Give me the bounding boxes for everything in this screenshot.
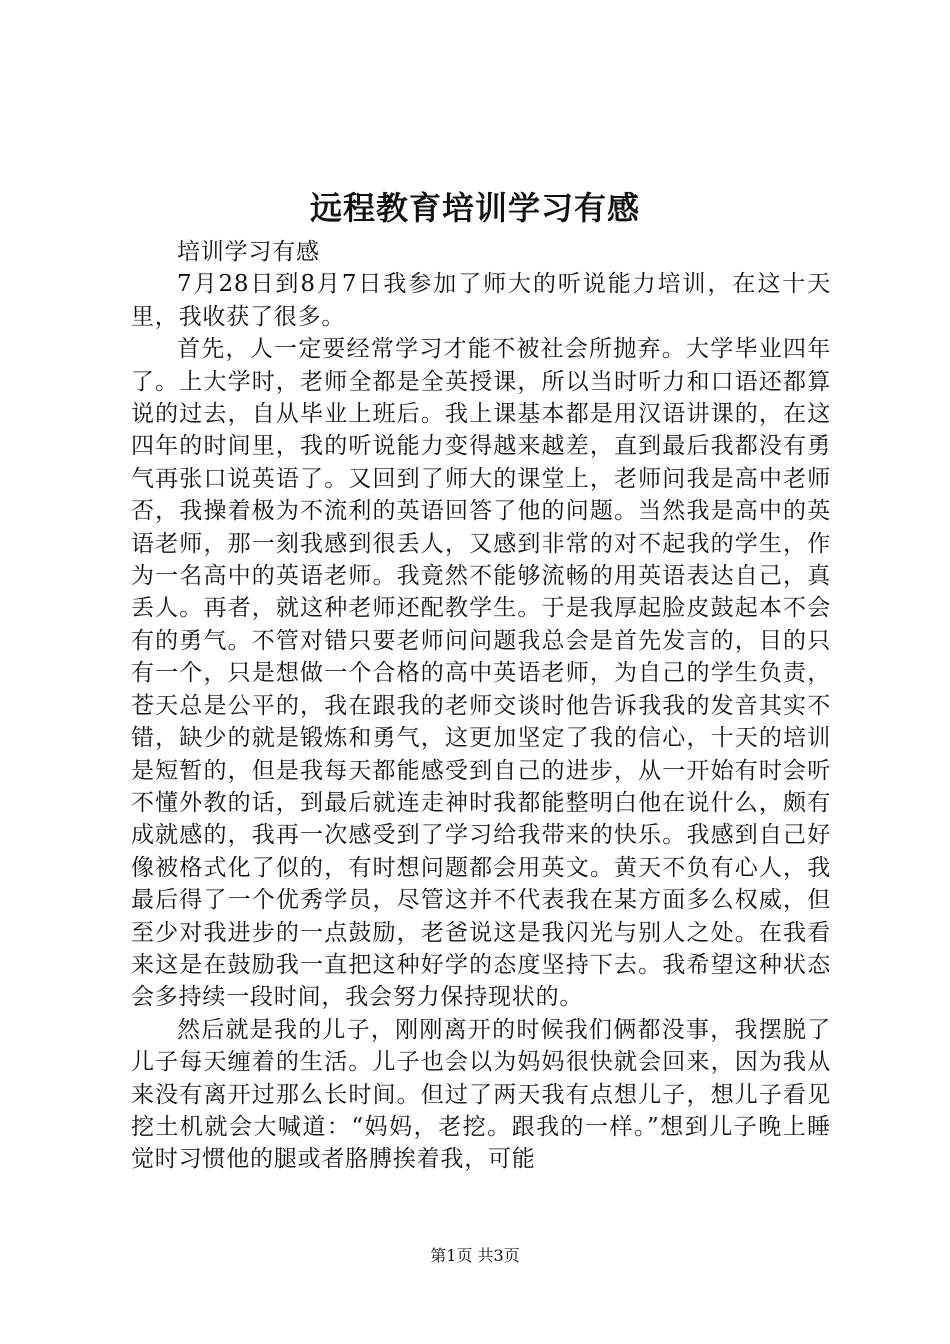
paragraph-first: 首先，人一定要经常学习才能不被社会所抛弃。大学毕业四年了。上大学时，老师全都是全英授课，所以当时听力和口语还都算说的过去，自从毕业上班后。我上课基本都是用汉语讲课的，在这四年的时间里，我的听说能力变得越来越差，直到最后我都没有勇气再张口说英语了。又回到了师大的课堂上，老师问我是高中老师否，我操着极为不流利的英语回答了他的问题。当然我是高中的英语老师，那一刻我感到很丢人，又感到非常的对不起我的学生，作为一名高中的英语老师。我竟然不能够流畅的用英语表达自己，真丢人。再者，就这种老师还配教学生。于是我厚起脸皮鼓起本不会有的勇气。不管对错只要老师问问题我总会是首先发言的，目的只有一个，只是想做一个合格的高中英语老师，为自己的学生负责，苍天总是公平的，我在跟我的老师交谈时他告诉我我的发音其实不错，缺少的就是锻炼和勇气，这更加坚定了我的信心，十天的培训是短暂的，但是我每天都能感受到自己的进步，从一开始有时会听不懂外教的话，到最后就连走神时我都能整明白他在说什么，颇有成就感的，我再一次感受到了学习给我带来的快乐。我感到自己好像被格式化了似的，有时想问题都会用英文。黄天不负有心人，我最后得了一个优秀学员，尽管这并不代表我在某方面多么权威，但至少对我进步的一点鼓励，老爸说这是我闪光与别人之处。在我看来这是在鼓励我一直把这种好学的态度坚持下去。我希望这种状态会多持续一段时间，我会努力保持现状的。 [131,336,831,1011]
paragraph-son: 然后就是我的儿子，刚刚离开的时候我们俩都没事，我摆脱了儿子每天缠着的生活。儿子也会以为妈妈很快就会回来，因为我从来没有离开过那么长时间。但过了两天我有点想儿子，想儿子看见挖土机就会大喊道：“妈妈，老挖。跟我的一样。”想到儿子晚上睡觉时习惯他的腿或者胳膊挨着我，可能 [131,1016,831,1173]
paragraph-subtitle: 培训学习有感 [177,239,320,265]
document-body [131,236,831,1176]
document-title: 远程教育培训学习有感 [309,189,640,227]
page-number-footer: 第1页 共3页 [430,1246,520,1265]
paragraph-intro: 7月28日到8月7日我参加了师大的听说能力培训，在这十天里，我收获了很多。 [131,271,831,330]
